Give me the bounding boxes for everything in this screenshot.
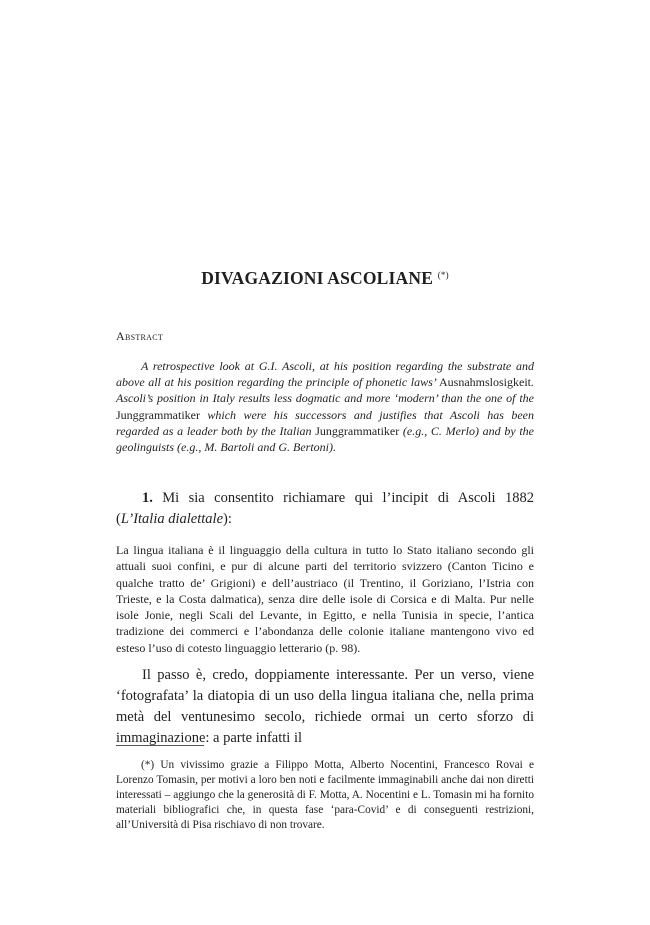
footnote-separator	[116, 745, 204, 746]
abstract-part: which were his successors and justifies that Ascoli has been regarded as a leader both by the Italian	[116, 407, 534, 438]
article-title-text: DIVAGAZIONI ASCOLIANE	[201, 268, 434, 288]
block-quote: La lingua italiana è il linguaggio della cultura in tutto lo Stato italiano secondo gli attuali suoi confini, e pur di alcune parti del territorio svizzero (Canton Ticino e qualche tratto de’ Grigioni) e dell’austriaco (il Trentino, il Goriziano, l’Istria con Trieste, e la Costa dalmatica), senza dire delle isole di Corsica e di Malta. Pur nelle isole Jonie, negli Scali del Levante, in Egitto, e nella Tunisia in specie, l’antica tradizione dei commerci e l’abondanza delle colonie italiane mantengono vivo ed esteso l’uso di cotesto linguaggio letterario (p. 98).	[116, 543, 534, 655]
section-1-text: Mi sia consentito richiamare qui l’incipit di Ascoli 1882 (	[116, 490, 534, 527]
abstract-term: Junggrammatiker	[315, 423, 400, 438]
abstract-term: Junggrammatiker	[116, 407, 200, 422]
body-paragraph: Il passo è, credo, doppiamente interessante. Per un verso, viene ‘fotografata’ la diatopia di un uso della lingua italiana che, nella prima metà del ventunesimo secolo, richiede ormai un certo sforzo di immaginazione: a parte infatti il	[116, 667, 534, 746]
section-number: 1.	[142, 490, 153, 506]
cited-work-title: L’Italia dialettale	[120, 511, 224, 527]
abstract-part: A retrospective look at G.I. Ascoli, at his position regarding the substrate and above all at his position regarding the principle of phonetic laws’	[116, 359, 534, 390]
abstract-part: (e.g., C. Merlo) and by the geolinguists (e.g., M. Bartoli and G. Bertoni).	[116, 423, 534, 455]
abstract-part: . Ascoli’s position in Italy results less dogmatic and more ‘modern’ than the one of the	[116, 375, 534, 406]
abstract-term: Ausnahmslosigkeit	[439, 375, 531, 390]
abstract-heading: Abstract	[116, 329, 164, 343]
abstract-text	[116, 358, 534, 455]
section-1-text: ):	[223, 511, 232, 527]
footnote: (*) Un vivissimo grazie a Filippo Motta, Alberto Nocentini, Francesco Rovai e Lorenzo Tomasin, per motivi a loro ben noti e facilmente immaginabili anche dai non diretti interessati – aggiungo che la generosità di F. Motta, A. Nocentini e L. Tomasin mi ha fornito materiali bibliografici che, in questa fase ‘para-Covid’ e di conseguenti restrizioni, all’Università di Pisa rischiavo di non trovare.	[116, 759, 534, 832]
section-1-paragraph	[116, 488, 534, 530]
footnote-marker: (*)	[437, 270, 449, 280]
article-title	[0, 268, 650, 289]
